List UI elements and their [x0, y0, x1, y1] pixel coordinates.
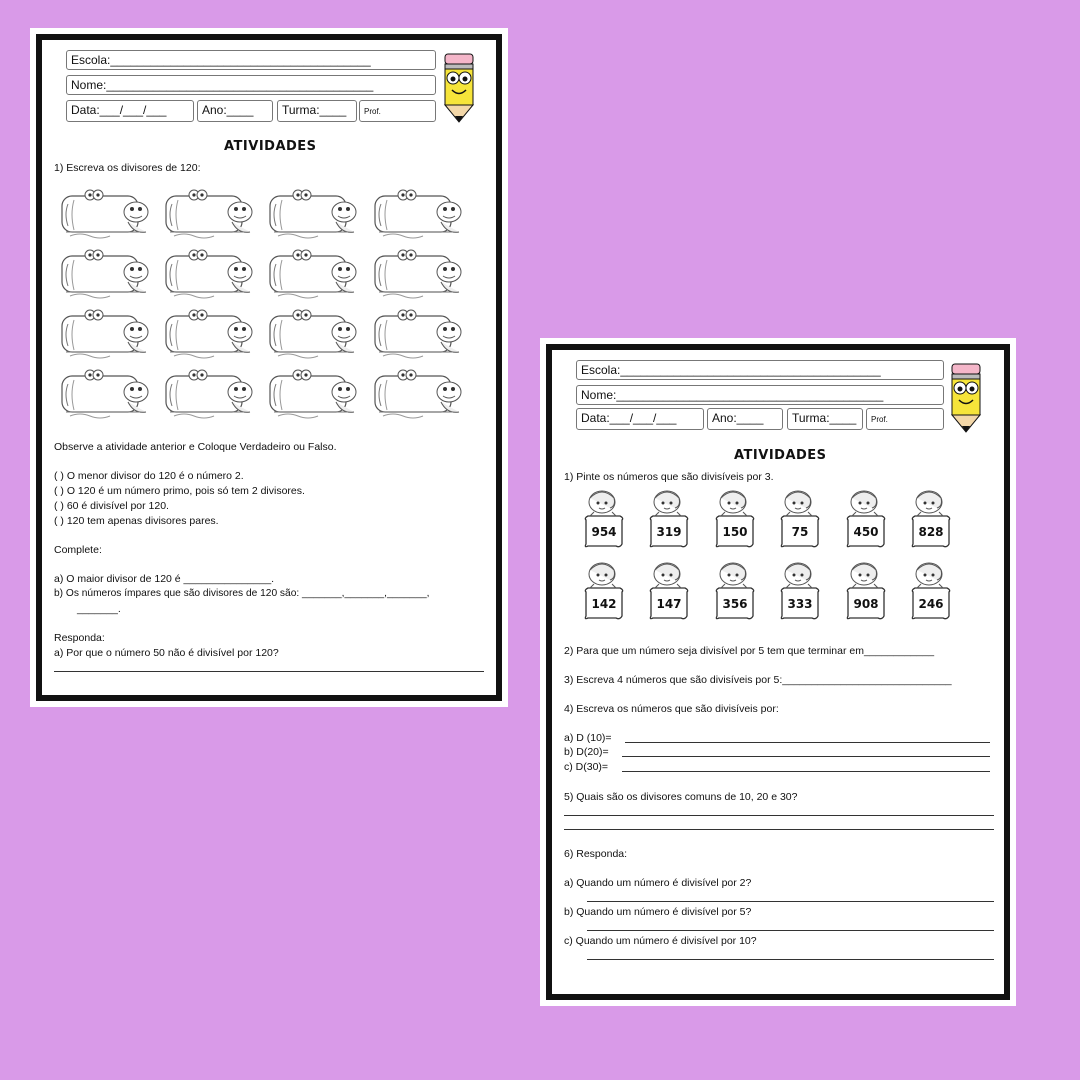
- question-6a: a) Quando um número é divisível por 2?: [564, 877, 752, 889]
- frog-answer-box: [268, 366, 360, 420]
- question-4: 4) Escreva os números que são divisíveis por:: [564, 703, 779, 715]
- frog-answer-box: [373, 366, 465, 420]
- frog-answer-box: [164, 366, 256, 420]
- frog-answer-box: [268, 186, 360, 240]
- name-field: Nome:________________________________________: [66, 75, 436, 95]
- number-card-value: 142: [591, 597, 617, 611]
- frog-answer-box: [60, 366, 152, 420]
- number-card: [645, 560, 691, 626]
- frog-answer-box: [373, 186, 465, 240]
- class-field: Turma:____: [787, 408, 863, 430]
- teacher-field: Prof.: [866, 408, 944, 430]
- question-5: 5) Quais são os divisores comuns de 10, 20 e 30?: [564, 791, 798, 803]
- number-card-value: 954: [591, 525, 617, 539]
- activities-title: ATIVIDADES: [224, 139, 317, 154]
- number-card-value: 319: [656, 525, 682, 539]
- question-6c: c) Quando um número é divisível por 10?: [564, 935, 757, 947]
- number-card: [580, 560, 626, 626]
- question-2: 2) Para que um número seja divisível por 5 tem que terminar em____________: [564, 645, 935, 657]
- true-false-item: ( ) O menor divisor do 120 é o número 2.: [54, 470, 244, 482]
- number-card: [711, 488, 757, 554]
- year-field: Ano:____: [707, 408, 783, 430]
- number-card-value: 75: [791, 525, 809, 539]
- year-field: Ano:____: [197, 100, 273, 122]
- number-card-value: 908: [853, 597, 879, 611]
- respond-heading: Responda:: [54, 632, 105, 644]
- school-field: Escola:_______________________________________: [576, 360, 944, 380]
- number-card-value: 246: [918, 597, 944, 611]
- number-card-value: 147: [656, 597, 682, 611]
- number-card: [907, 488, 953, 554]
- date-field: Data:___/___/___: [576, 408, 704, 430]
- teacher-field: Prof.: [359, 100, 436, 122]
- question-4b: b) D(20)=: [564, 746, 609, 758]
- frog-answer-box: [60, 246, 152, 300]
- question-1: 1) Pinte os números que são divisíveis por 3.: [564, 471, 774, 483]
- question-6: 6) Responda:: [564, 848, 628, 860]
- answer-line: [564, 815, 994, 816]
- frog-answer-box: [373, 306, 465, 360]
- activities-title: ATIVIDADES: [734, 448, 827, 463]
- true-false-item: ( ) 120 tem apenas divisores pares.: [54, 515, 219, 527]
- number-card: [776, 560, 822, 626]
- question-6b: b) Quando um número é divisível por 5?: [564, 906, 752, 918]
- number-card-value: 356: [722, 597, 748, 611]
- answer-line: [587, 901, 994, 902]
- question-4c: c) D(30)=: [564, 761, 609, 773]
- school-field: Escola:_______________________________________: [66, 50, 436, 70]
- frog-answer-box: [164, 306, 256, 360]
- worksheet-2: [540, 338, 1016, 1006]
- number-card: [842, 488, 888, 554]
- question-1: 1) Escreva os divisores de 120:: [54, 162, 201, 174]
- number-card-value: 450: [853, 525, 879, 539]
- frog-answer-box: [164, 186, 256, 240]
- frog-answer-box: [268, 246, 360, 300]
- answer-line: [625, 742, 990, 743]
- pencil-mascot-icon: [440, 52, 478, 124]
- number-card: [776, 488, 822, 554]
- number-card: [842, 560, 888, 626]
- frog-answer-box: [60, 306, 152, 360]
- number-card-value: 828: [918, 525, 944, 539]
- frog-answer-box: [60, 186, 152, 240]
- pencil-mascot-icon: [947, 362, 985, 434]
- answer-line: [587, 930, 994, 931]
- answer-line: [622, 756, 990, 757]
- answer-line: [564, 829, 994, 830]
- number-card: [711, 560, 757, 626]
- class-field: Turma:____: [277, 100, 357, 122]
- respond-item-a: a) Por que o número 50 não é divisível por 120?: [54, 647, 279, 659]
- answer-line: [622, 771, 990, 772]
- worksheet-1: [30, 28, 508, 707]
- question-3: 3) Escreva 4 números que são divisíveis por 5:_____________________________: [564, 674, 952, 686]
- complete-heading: Complete:: [54, 544, 102, 556]
- complete-item-a: a) O maior divisor de 120 é _______________.: [54, 573, 275, 585]
- frog-answer-box: [164, 246, 256, 300]
- date-field: Data:___/___/___: [66, 100, 194, 122]
- number-card: [645, 488, 691, 554]
- question-4a: a) D (10)=: [564, 732, 612, 744]
- name-field: Nome:________________________________________: [576, 385, 944, 405]
- complete-item-b-cont: _______.: [77, 603, 121, 615]
- true-false-item: ( ) O 120 é um número primo, pois só tem 2 divisores.: [54, 485, 305, 497]
- number-card: [907, 560, 953, 626]
- frog-answer-box: [373, 246, 465, 300]
- complete-item-b: b) Os números ímpares que são divisores de 120 são: _______,_______,_______,: [54, 588, 430, 599]
- number-card-value: 150: [722, 525, 748, 539]
- true-false-item: ( ) 60 é divisível por 120.: [54, 500, 169, 512]
- answer-line: [54, 671, 484, 672]
- number-card: [580, 488, 626, 554]
- frog-answer-box: [268, 306, 360, 360]
- answer-line: [587, 959, 994, 960]
- number-card-value: 333: [787, 597, 813, 611]
- true-false-instruction: Observe a atividade anterior e Coloque Verdadeiro ou Falso.: [54, 441, 337, 453]
